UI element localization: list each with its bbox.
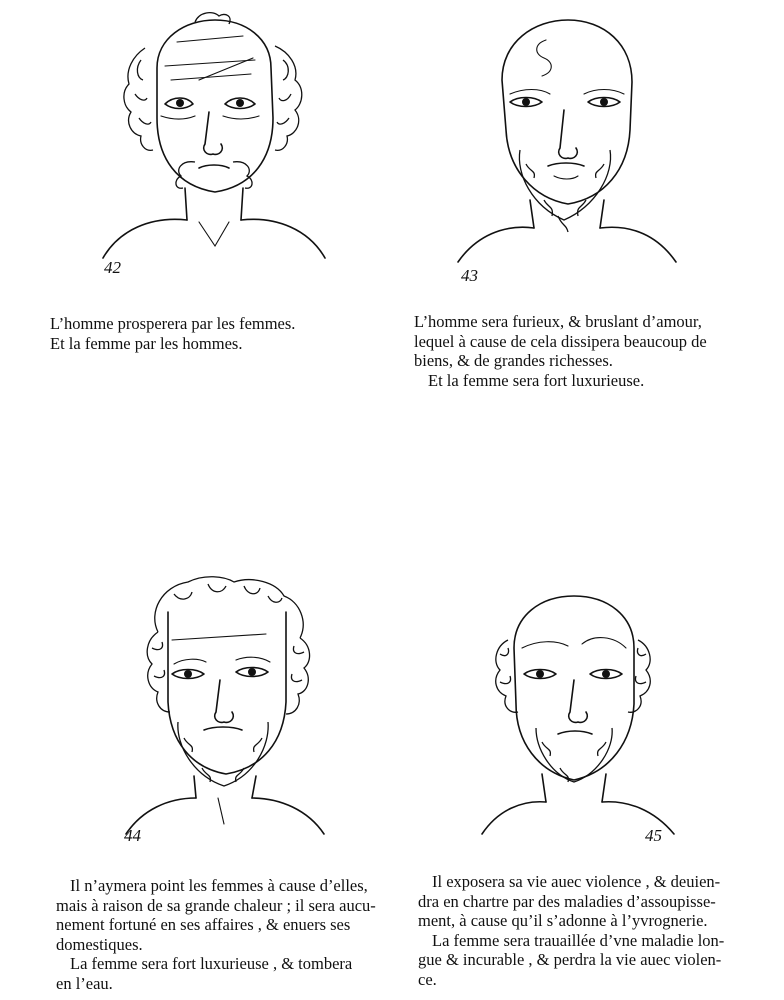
caption-line: La femme sera trauaillée d’vne maladie lon-	[432, 930, 725, 950]
caption-line: L’homme prosperera par les femmes.	[50, 314, 296, 333]
portrait-43	[454, 10, 694, 265]
caption-line: Il exposera sa vie auec violence , & deuien-	[432, 872, 721, 891]
plate-number: 42	[104, 258, 121, 277]
caption-line: Et la femme sera fort luxurieuse.	[428, 370, 645, 390]
portrait-42	[95, 8, 335, 263]
caption-line: ce.	[418, 969, 437, 989]
caption-line: gue & incurable , & perdra la vie auec violen-	[418, 950, 722, 969]
plate-caption	[414, 312, 707, 390]
caption-line: nement fortuné en ses affaires , & enuers ses	[56, 915, 351, 934]
caption-line: Et la femme par les hommes.	[50, 333, 243, 353]
caption-line: lequel à cause de cela dissipera beaucoup de	[414, 331, 707, 351]
plate-caption	[56, 876, 376, 993]
caption-line: en l’eau.	[56, 973, 113, 993]
caption-line: dra en chartre par des maladies d’assoupisse-	[418, 891, 716, 911]
portrait-44	[118, 572, 338, 837]
portrait-45	[478, 588, 698, 838]
plate-caption	[418, 872, 724, 989]
plate-number: 45	[645, 826, 662, 845]
caption-line: La femme sera fort luxurieuse , & tombera	[70, 954, 353, 973]
caption-line: biens, & de grandes richesses.	[414, 351, 613, 370]
caption-line: domestiques.	[56, 934, 143, 954]
caption-line: mais à raison de sa grande chaleur ; il sera aucu-	[56, 895, 376, 915]
plate-number: 43	[461, 266, 478, 285]
plate-caption	[50, 314, 295, 353]
caption-line: Il n’aymera point les femmes à cause d’elles,	[70, 876, 368, 895]
caption-line: L’homme sera furieux, & bruslant d’amour,	[414, 312, 702, 331]
plate-number: 44	[124, 826, 141, 845]
caption-line: ment, à cause qu’il s’adonne à l’yvrognerie.	[418, 911, 708, 930]
